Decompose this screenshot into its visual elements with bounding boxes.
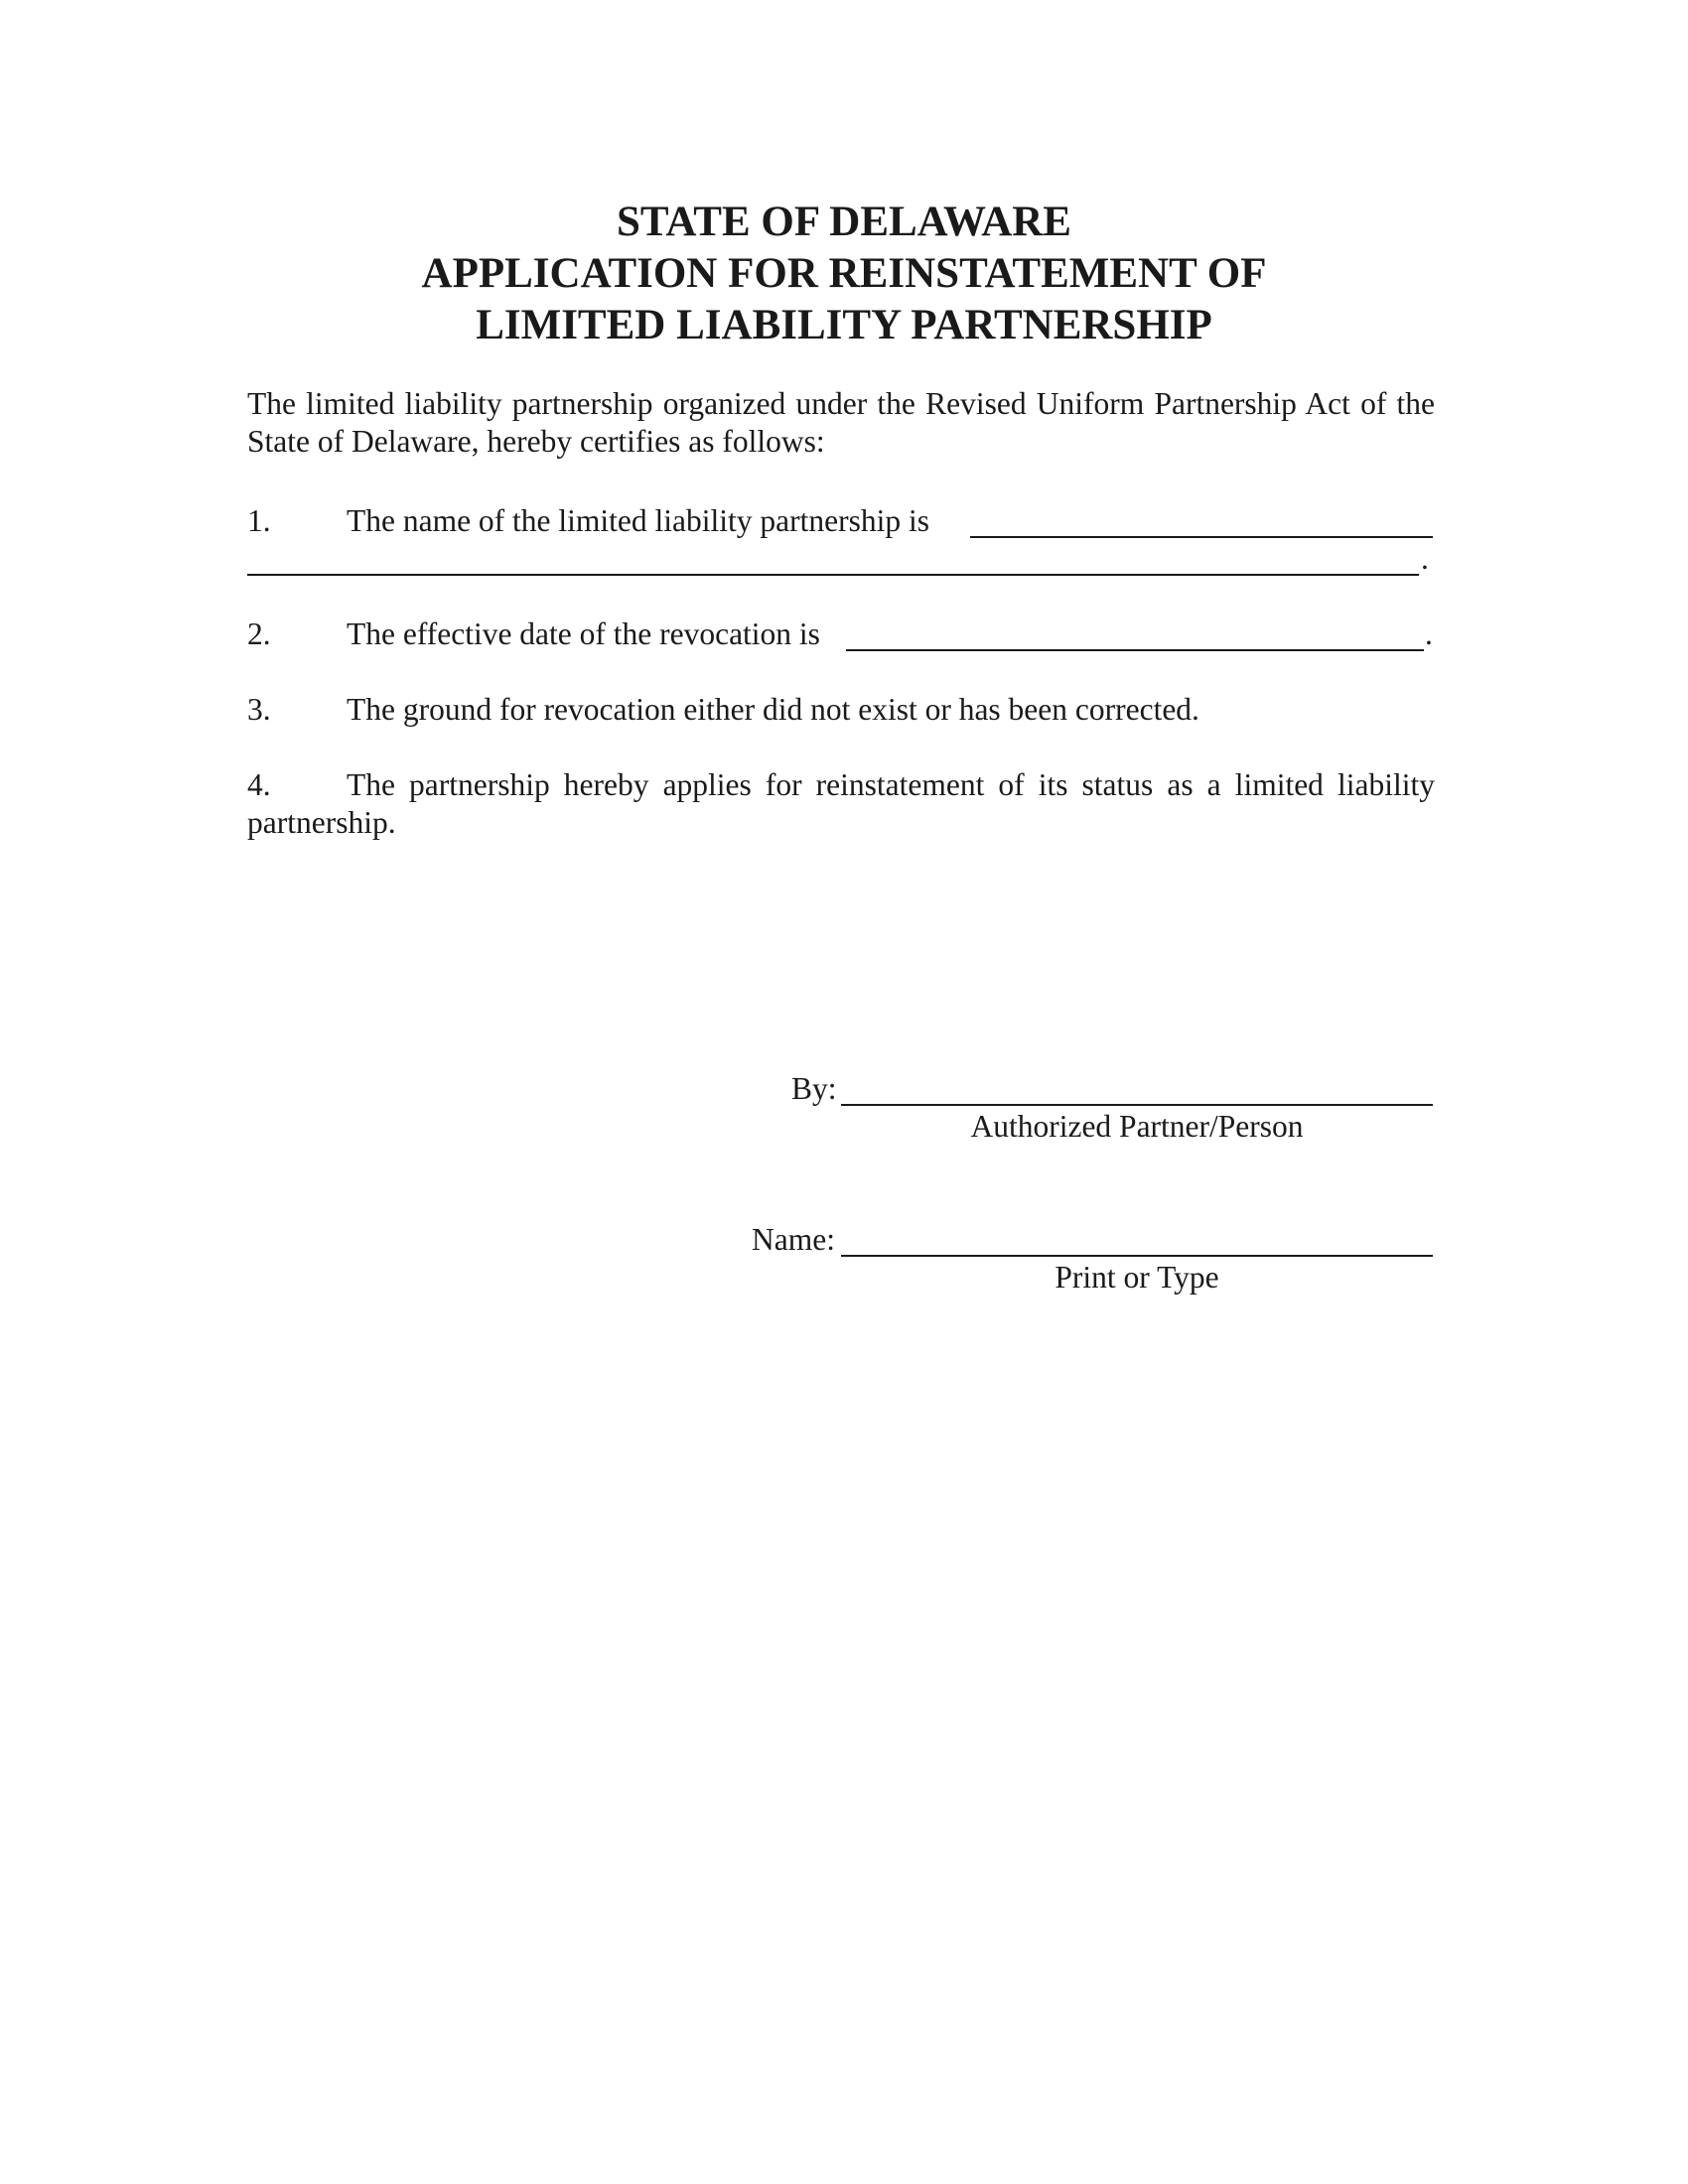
title-line-1: STATE OF DELAWARE <box>617 199 1071 245</box>
by-caption: Authorized Partner/Person <box>970 1109 1304 1144</box>
item-3-text: The ground for revocation either did not exist or has been corrected. <box>347 692 1199 727</box>
by-label: By: <box>791 1071 837 1106</box>
item-2-number: 2. <box>247 616 271 651</box>
item-1-number: 1. <box>247 503 271 538</box>
intro-paragraph: The limited liability partnership organized under the Revised Uniform Partnership Act of the State of Delaware, hereby certifies as follows: <box>247 386 1435 459</box>
name-label: Name: <box>752 1222 835 1257</box>
partnership-name-field-line-2[interactable] <box>247 574 1419 576</box>
revocation-date-field[interactable] <box>846 649 1424 651</box>
item-2 <box>247 615 1435 655</box>
item-4-number: 4. <box>247 767 271 802</box>
item-1-period: . <box>1421 541 1429 576</box>
title-line-2: APPLICATION FOR REINSTATEMENT OF <box>421 250 1267 297</box>
item-4 <box>247 766 1435 842</box>
item-3 <box>247 691 1435 731</box>
item-4-text: The partnership hereby applies for reinstatement of its status as a limited liability partnership. <box>247 767 1435 840</box>
item-1-text: The name of the limited liability partnership is <box>347 503 929 538</box>
item-3-number: 3. <box>247 692 271 727</box>
signature-name-field[interactable] <box>841 1255 1433 1257</box>
document-title <box>0 197 1688 351</box>
item-2-text: The effective date of the revocation is <box>347 616 820 651</box>
title-line-3: LIMITED LIABILITY PARTNERSHIP <box>476 302 1212 348</box>
item-2-period: . <box>1425 616 1433 651</box>
item-1 <box>247 502 1435 582</box>
name-caption: Print or Type <box>1055 1260 1219 1295</box>
signature-by-field[interactable] <box>841 1104 1433 1106</box>
partnership-name-field-line-1[interactable] <box>970 536 1433 538</box>
